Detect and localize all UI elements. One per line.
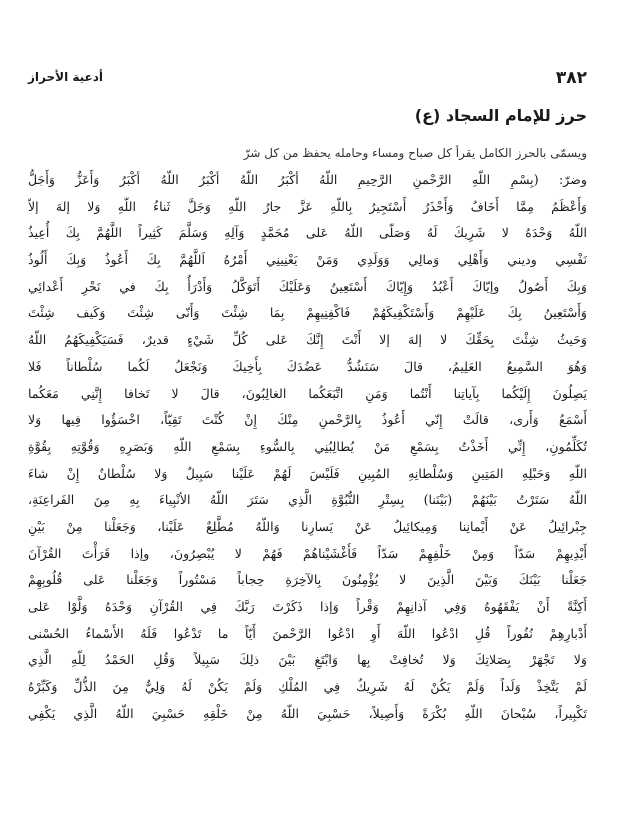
text-line: وَلا تَجْهَرْ بِصَلاتِكَ وَلا تُخافِتْ بِها وَابْتَغِ بَيْنَ ذلِكَ سَبِيلاً وَقُلِ الحَمْدُ لِلّهِ الَّذِي (28, 652, 587, 668)
page-header (28, 68, 587, 90)
text-line: تُكَلِّمُونِ، إِنِّي أَخَذْتُ بِسَمْعِ مَنْ يُطالِبُنِي بِالسُّوءِ بِسَمْعِ اللّهِ وَبَصَرِهِ وَقُوَّتِهِ بِقُوَّةِ (28, 438, 587, 454)
text-line: أَسْمَعُ وَأَرى، قالَتْ إِنّي أَعُوذُ بِالرَّحْمنِ مِنْكَ إِنْ كُنْتَ تَقِيّاً، اخْسَؤُوا فِيها وَلا (28, 412, 587, 428)
text-line: وَهُوَ السَّمِيعُ العَلِيمُ، قالَ سَنَشُدُّ عَضُدَكَ بِأَخِيكَ وَنَجْعَلُ لَكُما سُلْطاناً فَلا (28, 358, 587, 374)
text-line: وضرّ: (بِسْمِ اللّهِ الرَّحْمنِ الرَّحِيمِ اللّهُ أكْبَرُ اللّهُ أكْبَرُ اللّهُ أكْبَرُ وَأَعَزُّ وَأَجَلُّ (28, 172, 587, 187)
text-line: جَعَلْنا بَيْنَكَ وَبَيْنَ الَّذِينَ لا يُؤْمِنُونَ بِالآخِرَةِ حِجاباً مَسْتُوراً وَجَعَلْنا عَلى قُلُوبِهِمْ (28, 572, 587, 588)
text-line: اللّهِ وَحَبْلِهِ المَتِينِ وَسُلْطانِهِ المُبِينِ فَلَيْسَ لَهُمْ عَلَيْنا سَبِيلٌ وَلا سُلْطانٌ إِنْ شاءَ (28, 465, 587, 481)
text-line: وَحَيثُ شِئْتَ بِحَقِّكَ لا إلهَ إلا أَنْتَ إِنَّكَ عَلى كُلِّ شَيْءٍ قديرٌ، فَسَيَكْفِيكَهُمُ اللّهُ (28, 332, 587, 348)
text-line: تَكْبِيراً، سُبْحانَ اللّهِ بُكْرَةً وَأَصِيلاً، حَسْبِيَ اللّهُ مِنْ خَلْقِهِ حَسْبِيَ اللّهُ الَّذِي يَكْفِي (28, 705, 587, 721)
running-title: أدعية الأحراز (28, 70, 104, 84)
page-number: ٣٨٢ (555, 68, 587, 88)
text-line: أَدْبارِهِمْ نُفُوراً قُلِ ادْعُوا اللّهَ أَوِ ادْعُوا الرَّحْمنَ أَيّاً ما تَدْعُوا فَلَهُ الأَسْماءُ الحُسْنى (28, 625, 587, 641)
text-line: وَأَعْظَمُ مِمَّا أَخَافُ وَأَحْذَرُ أَسْتَجِيرُ بِاللّهِ عَزَّ جارُ اللّهِ وَجَلَّ ثَناءُ اللّهِ وَلا إلهَ إلاّ (28, 198, 587, 214)
text-line: وَبِكَ أَصُولُ وإيّاكَ أَعْبُدُ وَإِيّاكَ أَسْتَعِينُ وَعَلَيْكَ أَتَوَكَّلُ وَأَدْرَأُ بِكَ في نَحْرِ أَعْدائِي (28, 278, 587, 294)
prayer-text (28, 167, 587, 727)
section-title: حرز للإمام السجاد (ع) (414, 106, 587, 125)
text-line: نَفْسِي وديني وَأَهْلِي وَمالِي وَوَلَدِي وَمَنْ يَعْنِينِي أَمْرُهُ اَللَّهُمَّ بِكَ أَعُوذُ وَبِكَ أَلُوذُ (28, 252, 587, 268)
text-line: أَكِنَّةً أَنْ يَفْقَهُوهُ وَفِي آذانِهِمْ وَقْراً وَإذا ذَكَرْتَ رَبَّكَ فِي القُرْآنِ وَحْدَهُ وَلَّوْا عَلى (28, 599, 587, 614)
text-line: يَصِلُونَ إِلَيْكُما بِآياتِنا أَنْتُما وَمَنِ اتَّبَعَكُما الغالِبُونَ، قالَ لا تَخافا إِنَّنِي مَعَكُما (28, 385, 587, 401)
text-line: أَيْدِيهِمْ سَدّاً وَمِنْ خَلْفِهِمْ سَدّاً فَأَغْشَيْناهُمْ فَهُمْ لا يُبْصِرُونَ، وإذا قَرَأْتَ القُرْآنَ (28, 545, 587, 561)
text-line: اللّهُ وَحْدَهُ لا شَرِيكَ لَهُ وَصَلّى اللّهُ عَلى مُحَمَّدٍ وَآلِهِ وَسَلَّمَ كَثِيراً اللَّهُمَّ بِكَ أُعِيذُ (28, 225, 587, 241)
text-line: وَأَسْتَعِينُ بِكَ عَلَيْهِمْ وَأَسْتَكْفِيكَهُمْ فَاكْفِنِيهِمْ بِمَا شِئْتَ وَأَنّى شِئْتَ وَكَيف شِئْتَ (28, 305, 587, 321)
text-line: لَمْ يَتَّخِذْ وَلَداً وَلَمْ يَكُنْ لَهُ شَرِيكٌ فِي المُلْكِ وَلَمْ يَكُنْ لَهُ وَلِيٌّ مِنَ الذُّلِّ وَكَبِّرْهُ (28, 679, 587, 695)
section-intro: ويسمّى بالحرز الكامل يقرأ كل صباح ومساء وحامله يحفظ من كل شرّ (243, 146, 587, 160)
text-line: اللّهُ سَتَرْتُ بَيْنَهُمْ (بَيْنَنا) بِسِتْرِ النُّبُوَّةِ الَّذِي سَتَرَ اللّهُ الأنْبِياءَ بِهِ مِنَ الفَراعِنَةِ، (28, 492, 587, 508)
text-line: جِبْرائِيلُ عَنْ أَيْمانِنا وَمِيكائِيلُ عَنْ يَسارِنا وَاللّهُ مُطَّلِعٌ عَلَيْنا، وَجَعَلْنا مِنْ بَيْنِ (28, 518, 587, 534)
